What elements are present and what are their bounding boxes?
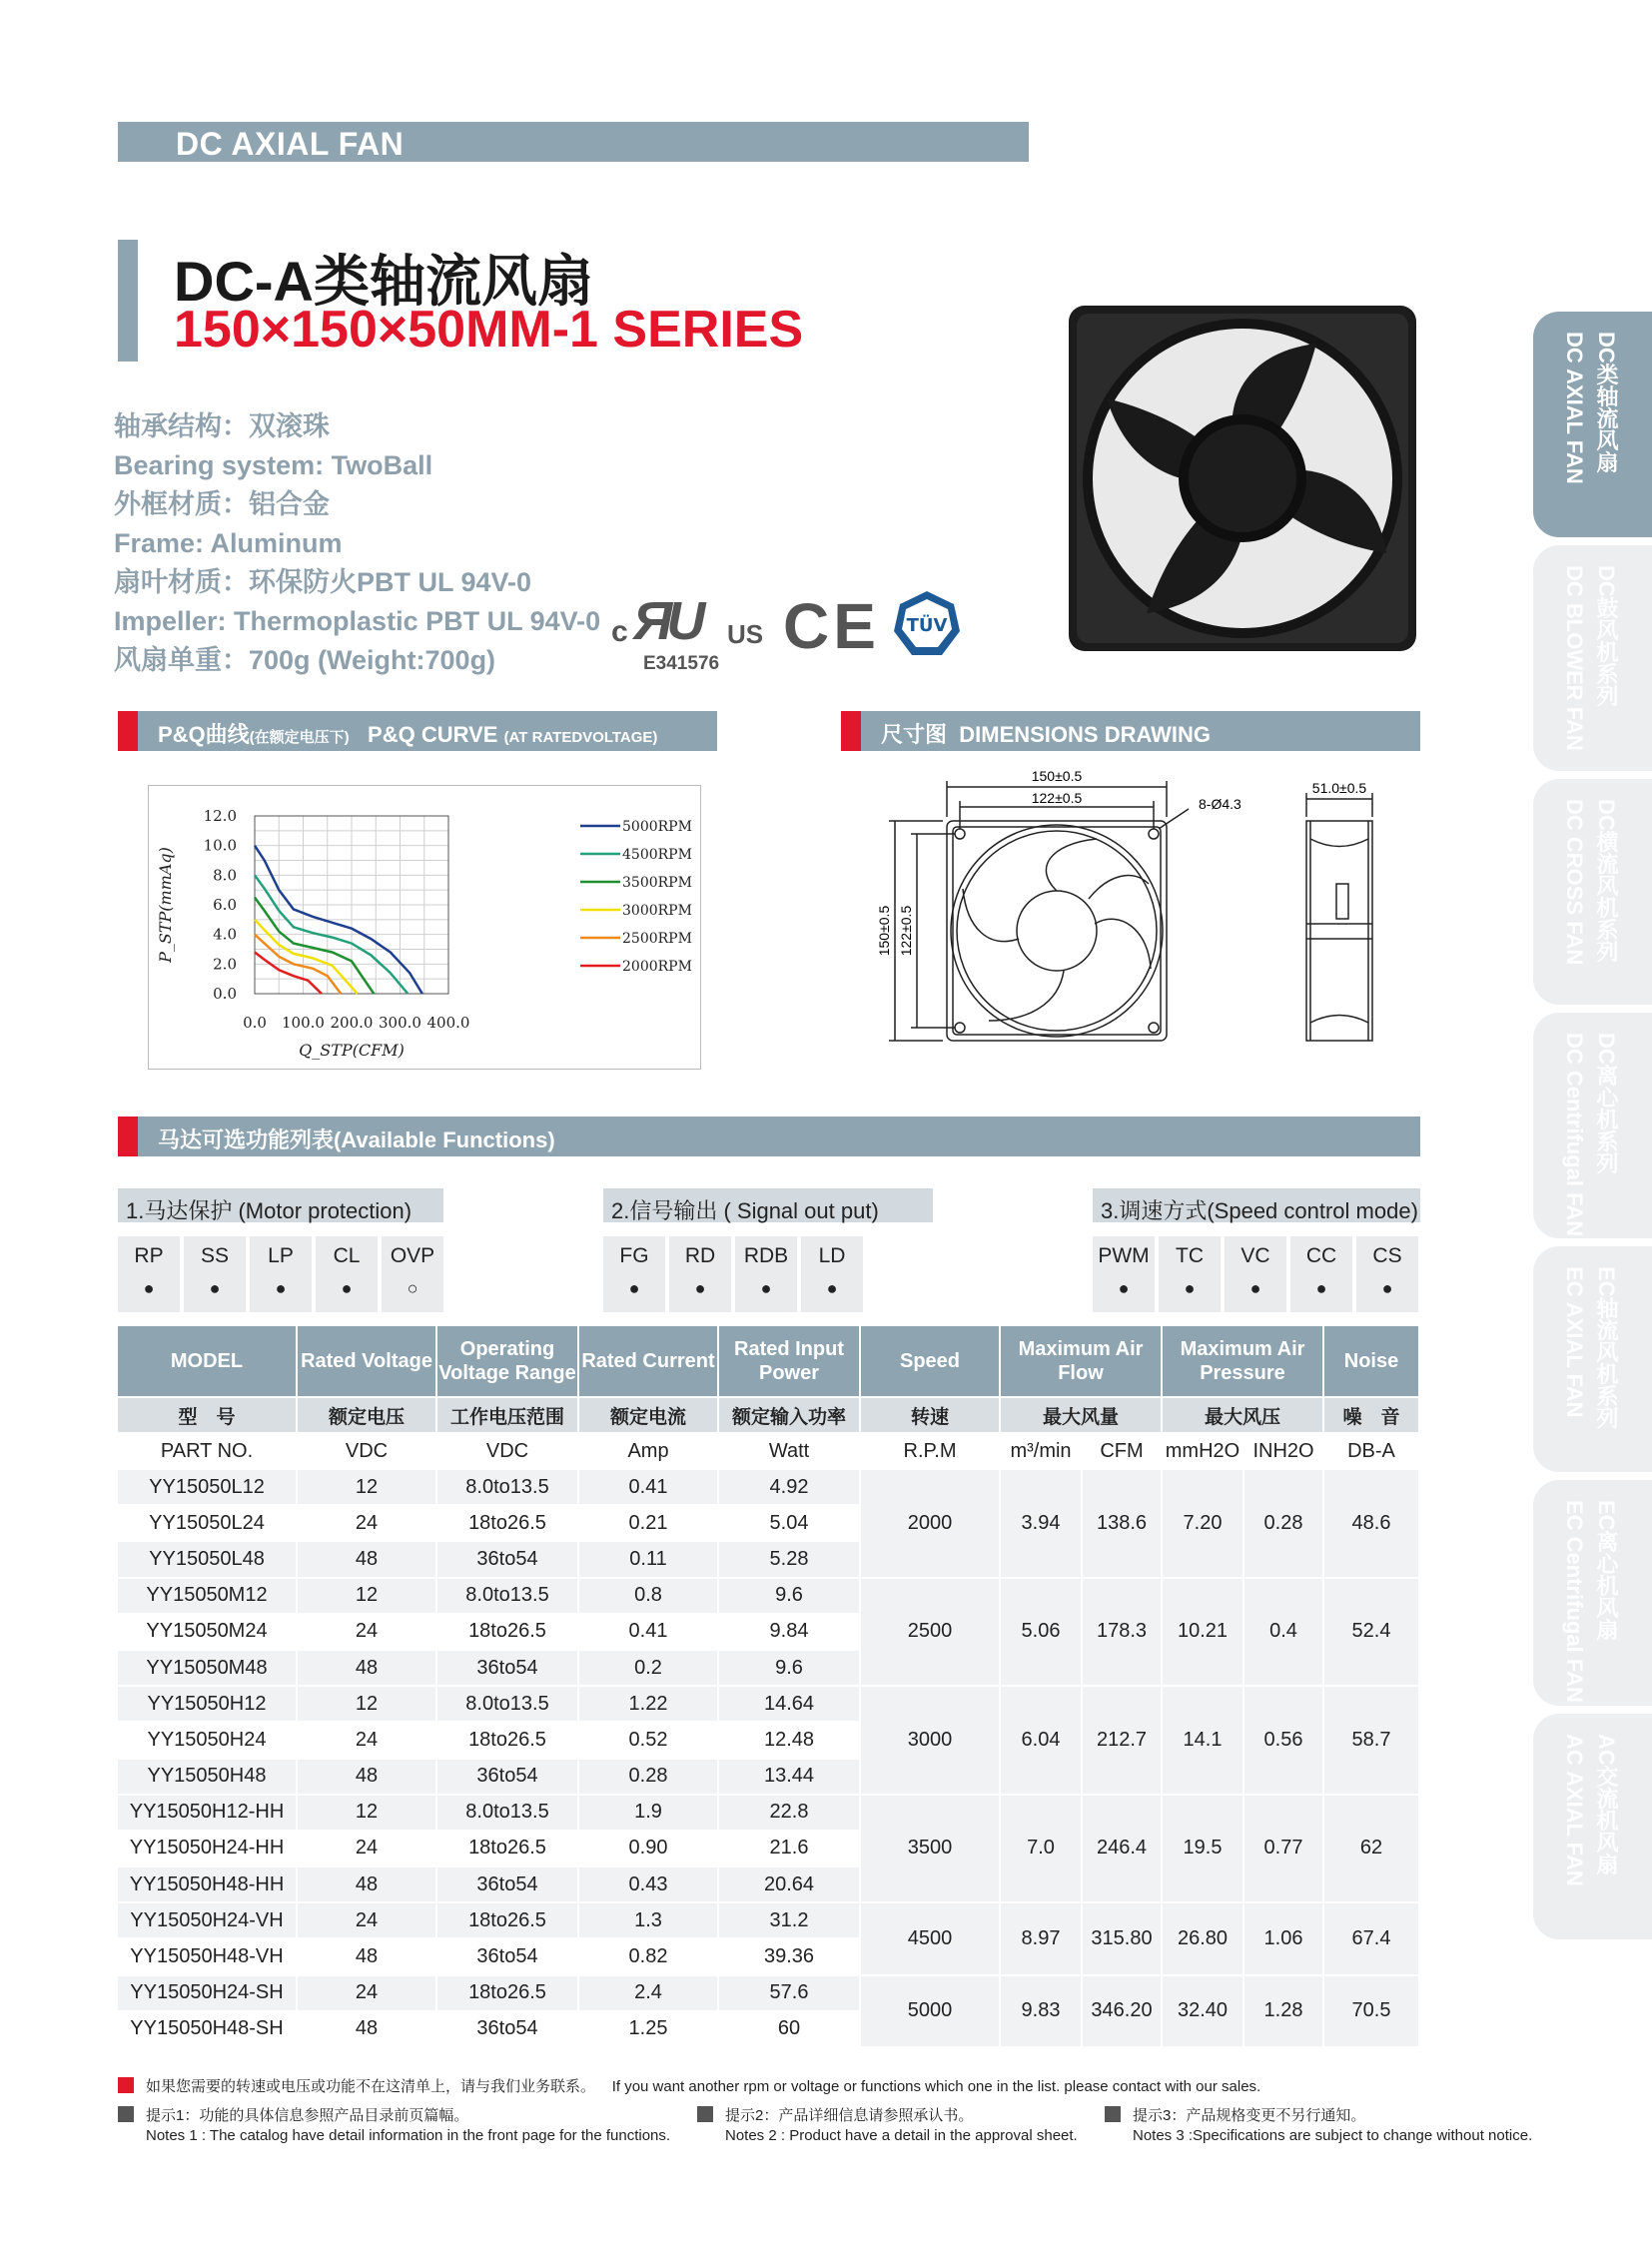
function-tc: TC ● [1159, 1236, 1221, 1312]
table-header-cn-cell: 型 号 [118, 1398, 298, 1434]
table-group-cell-cfm: 178.3 [1083, 1579, 1163, 1688]
pq-chart [149, 786, 702, 1071]
table-cell: 0.28 [579, 1760, 719, 1796]
table-header-cell: Speed [861, 1326, 1001, 1398]
table-cell: 22.8 [719, 1796, 861, 1832]
table-header-cn-row [118, 1398, 1420, 1434]
table-group-cell-m3: 5.06 [1001, 1579, 1083, 1688]
table-cell: YY15050H48-VH [118, 1939, 298, 1975]
table-row [118, 1687, 1420, 1723]
table-group-cell-noise: 48.6 [1324, 1470, 1420, 1579]
table-cell: 0.8 [579, 1579, 719, 1615]
table-cell: 1.3 [579, 1903, 719, 1939]
table-cell: 8.0to13.5 [437, 1796, 579, 1832]
table-cell: 31.2 [719, 1903, 861, 1939]
table-header-cell: Rated Voltage [298, 1326, 437, 1398]
table-cell: 20.64 [719, 1868, 861, 1903]
function-vc: VC ● [1225, 1236, 1286, 1312]
function-pwm: PWM ● [1093, 1236, 1155, 1312]
legend-label: 3500RPM [622, 875, 692, 891]
table-cell: 0.41 [579, 1470, 719, 1506]
table-header-cell: Operating Voltage Range [437, 1326, 579, 1398]
table-cell: 4.92 [719, 1470, 861, 1506]
table-cell: 24 [298, 1506, 437, 1542]
y-tick-label: 10.0 [203, 836, 237, 855]
dim-holes: 8-Ø4.3 [1199, 796, 1241, 812]
legend-label: 2500RPM [622, 931, 692, 947]
table-group-cell-inh2o: 0.77 [1244, 1796, 1324, 1904]
table-cell: 9.84 [719, 1615, 861, 1651]
table-cell: 14.64 [719, 1687, 861, 1723]
pq-curve-header: P&Q曲线(在额定电压下) P&Q CURVE (AT RATEDVOLTAGE) [118, 711, 717, 751]
table-group-cell-mmh2o: 32.40 [1163, 1976, 1244, 2048]
function-ovp: OVP ○ [382, 1236, 443, 1312]
table-header-cn-cell: 额定电流 [579, 1398, 719, 1434]
table-cell: 18to26.5 [437, 1506, 579, 1542]
table-cell: YY15050L48 [118, 1542, 298, 1578]
table-cell: 24 [298, 1903, 437, 1939]
function-rdb: RDB ● [735, 1236, 797, 1312]
table-cell: YY15050H24-VH [118, 1903, 298, 1939]
ul-us-mark: US [727, 619, 764, 649]
table-cell: 8.0to13.5 [437, 1579, 579, 1615]
table-cell: 36to54 [437, 1760, 579, 1796]
table-group-cell-rpm: 3500 [861, 1796, 1001, 1904]
table-header-cn-cell: 额定输入功率 [719, 1398, 861, 1434]
table-unit-cell: VDC [437, 1434, 579, 1470]
table-group-cell-inh2o: 0.28 [1244, 1470, 1324, 1579]
function-ld: LD ● [801, 1236, 863, 1312]
table-cell: 18to26.5 [437, 1976, 579, 2012]
note-2: 提示2：产品详细信息请参照承认书。 Notes 2 : Product have a detail in the approval sheet. [697, 2104, 1078, 2144]
side-tab-dc-axial[interactable]: DC类轴流风扇 DC AXIAL FAN [1533, 312, 1652, 537]
y-tick-label: 4.0 [213, 925, 237, 944]
table-group-cell-noise: 62 [1324, 1796, 1420, 1904]
table-cell: 0.90 [579, 1832, 719, 1868]
table-cell: 1.9 [579, 1796, 719, 1832]
table-group-cell-noise: 58.7 [1324, 1687, 1420, 1796]
y-axis-label: P_STP(mmAq) [156, 847, 175, 963]
table-cell: 48 [298, 1939, 437, 1975]
table-cell: 36to54 [437, 1542, 579, 1578]
dimensions-drawing [859, 759, 1418, 1089]
function-cl: CL ● [316, 1236, 378, 1312]
table-group-cell-mmh2o: 10.21 [1163, 1579, 1244, 1688]
table-group-cell-inh2o: 0.56 [1244, 1687, 1324, 1796]
table-cell: 48 [298, 1651, 437, 1687]
table-cell: YY15050H48-SH [118, 2012, 298, 2048]
table-group-cell-cfm: 138.6 [1083, 1470, 1163, 1579]
table-cell: 57.6 [719, 1976, 861, 2012]
table-cell: YY15050M12 [118, 1579, 298, 1615]
table-cell: 5.04 [719, 1506, 861, 1542]
table-cell: 9.6 [719, 1651, 861, 1687]
function-fg: FG ● [603, 1236, 665, 1312]
table-row [118, 1470, 1420, 1506]
table-units-row [118, 1434, 1420, 1470]
table-cell: 12 [298, 1579, 437, 1615]
x-tick-label: 0.0 [243, 1014, 267, 1032]
table-group-cell-inh2o: 1.06 [1244, 1903, 1324, 1975]
table-cell: YY15050M24 [118, 1615, 298, 1651]
function-cc: CC ● [1290, 1236, 1352, 1312]
table-group-cell-inh2o: 1.28 [1244, 1976, 1324, 2048]
note-1: 提示1：功能的具体信息参照产品目录前页篇幅。 Notes 1 : The catalog have detail information in the front page for the functions. [118, 2104, 670, 2144]
table-header-cell: Rated Current [579, 1326, 719, 1398]
table-header-cn-cell: 最大风压 [1163, 1398, 1324, 1434]
title-cn: DC-A类轴流风扇 [174, 250, 593, 313]
table-cell: 36to54 [437, 1939, 579, 1975]
tuv-text: TÜV [906, 615, 948, 636]
ul-number: E341576 [643, 653, 720, 674]
legend-label: 4500RPM [622, 847, 692, 863]
table-cell: 13.44 [719, 1760, 861, 1796]
table-group-cell-mmh2o: 7.20 [1163, 1470, 1244, 1579]
spec-line: Frame: Aluminum [114, 528, 343, 558]
table-cell: YY15050H48-HH [118, 1868, 298, 1903]
table-unit-cell: INH2O [1244, 1434, 1324, 1470]
table-group-cell-rpm: 2500 [861, 1579, 1001, 1688]
y-tick-label: 2.0 [213, 955, 237, 974]
table-cell: 36to54 [437, 2012, 579, 2048]
table-cell: 24 [298, 1832, 437, 1868]
table-cell: 24 [298, 1723, 437, 1759]
table-header-row [118, 1326, 1420, 1398]
table-header-cn-cell: 噪 音 [1324, 1398, 1420, 1434]
functions-header: 马达可选功能列表(Available Functions) [118, 1117, 1420, 1156]
function-ss: SS ● [184, 1236, 246, 1312]
y-tick-label: 12.0 [203, 807, 237, 825]
table-cell: 2.4 [579, 1976, 719, 2012]
table-cell: 0.11 [579, 1542, 719, 1578]
note-main: 如果您需要的转速或电压或功能不在这清单上，请与我们业务联系。 If you want another rpm or voltage or functions which one in the list. please contact with our sales. [118, 2075, 1260, 2096]
table-unit-cell: m³/min [1001, 1434, 1083, 1470]
table-group-cell-noise: 70.5 [1324, 1976, 1420, 2048]
table-group-cell-m3: 7.0 [1001, 1796, 1083, 1904]
table-cell: YY15050M48 [118, 1651, 298, 1687]
ul-c-mark: c [611, 615, 628, 648]
table-cell: 48 [298, 1868, 437, 1903]
table-cell: YY15050H12 [118, 1687, 298, 1723]
fan-product-photo [1067, 304, 1418, 653]
title-series: 150×150×50MM-1 SERIES [174, 301, 804, 359]
side-tab-dc-blower[interactable]: DC鼓风机系列 DC BLOWER FAN [1533, 545, 1652, 771]
table-unit-cell: Watt [719, 1434, 861, 1470]
table-cell: 39.36 [719, 1939, 861, 1975]
table-group-cell-cfm: 246.4 [1083, 1796, 1163, 1904]
table-unit-cell: Amp [579, 1434, 719, 1470]
spec-table [118, 1326, 1420, 2048]
table-group-cell-inh2o: 0.4 [1244, 1579, 1324, 1688]
table-cell: 0.43 [579, 1868, 719, 1903]
dim-width-inner: 122±0.5 [1031, 790, 1083, 806]
table-cell: 18to26.5 [437, 1615, 579, 1651]
function-rp: RP ● [118, 1236, 180, 1312]
table-cell: 0.2 [579, 1651, 719, 1687]
table-cell: 12 [298, 1470, 437, 1506]
table-group-cell-rpm: 3000 [861, 1687, 1001, 1796]
table-header-cn-cell: 转速 [861, 1398, 1001, 1434]
table-unit-cell: DB-A [1324, 1434, 1420, 1470]
function-group-motor-protection: 1.马达保护 (Motor protection) RP ● SS ● LP ● CL ● OVP ○ [118, 1188, 443, 1312]
table-cell: 18to26.5 [437, 1723, 579, 1759]
table-header-cell: MODEL [118, 1326, 298, 1398]
function-lp: LP ● [250, 1236, 312, 1312]
spec-list [114, 407, 600, 680]
table-cell: 0.52 [579, 1723, 719, 1759]
function-cs: CS ● [1356, 1236, 1418, 1312]
spec-line: 风扇单重：700g (Weight:700g) [114, 645, 496, 675]
table-group-cell-m3: 6.04 [1001, 1687, 1083, 1796]
table-cell: 36to54 [437, 1868, 579, 1903]
spec-line: Bearing system: TwoBall [114, 450, 433, 480]
table-cell: YY15050H24 [118, 1723, 298, 1759]
legend-label: 3000RPM [622, 903, 692, 919]
top-banner [118, 122, 1029, 162]
table-group-cell-m3: 8.97 [1001, 1903, 1083, 1975]
table-group-cell-rpm: 5000 [861, 1976, 1001, 2048]
table-group-cell-mmh2o: 14.1 [1163, 1687, 1244, 1796]
table-cell: 9.6 [719, 1579, 861, 1615]
table-cell: 21.6 [719, 1832, 861, 1868]
spec-line: 扇叶材质：环保防火PBT UL 94V-0 [114, 567, 532, 597]
ul-certification-logo [611, 589, 764, 679]
table-cell: 0.41 [579, 1615, 719, 1651]
y-tick-label: 6.0 [213, 896, 237, 914]
banner-text: DC AXIAL FAN [176, 126, 405, 162]
table-group-cell-mmh2o: 19.5 [1163, 1796, 1244, 1904]
table-group-cell-cfm: 346.20 [1083, 1976, 1163, 2048]
table-header-cell: Noise [1324, 1326, 1420, 1398]
table-cell: 1.22 [579, 1687, 719, 1723]
x-axis-label: Q_STP(CFM) [299, 1041, 405, 1060]
table-cell: 8.0to13.5 [437, 1470, 579, 1506]
legend-label: 5000RPM [622, 819, 692, 835]
table-cell: 48 [298, 1542, 437, 1578]
table-group-cell-m3: 3.94 [1001, 1470, 1083, 1579]
table-cell: 60 [719, 2012, 861, 2048]
table-group-cell-cfm: 315.80 [1083, 1903, 1163, 1975]
table-cell: 18to26.5 [437, 1832, 579, 1868]
table-cell: 12 [298, 1796, 437, 1832]
table-group-cell-cfm: 212.7 [1083, 1687, 1163, 1796]
table-group-cell-mmh2o: 26.80 [1163, 1903, 1244, 1975]
x-tick-label: 200.0 [330, 1014, 374, 1032]
table-header-cell: Maximum Air Pressure [1163, 1326, 1324, 1398]
table-cell: 24 [298, 1976, 437, 2012]
side-tab-ec-centrifugal[interactable]: EC离心机风扇 EC Centrifugal FAN [1533, 1480, 1652, 1706]
side-tab-dc-centrifugal[interactable]: DC离心机系列 DC Centrifugal FAN [1533, 1013, 1652, 1238]
pq-chart-box [148, 785, 701, 1070]
table-cell: YY15050H24-HH [118, 1832, 298, 1868]
dimensions-header: 尺寸图 DIMENSIONS DRAWING [841, 711, 1420, 751]
table-row [118, 1976, 1420, 2012]
y-tick-label: 8.0 [213, 866, 237, 885]
dim-height-outer: 150±0.5 [876, 905, 892, 957]
table-cell: YY15050H24-SH [118, 1976, 298, 2012]
table-unit-cell: PART NO. [118, 1434, 298, 1470]
table-cell: 12 [298, 1687, 437, 1723]
y-tick-label: 0.0 [213, 985, 237, 1003]
table-header-cn-cell: 额定电压 [298, 1398, 437, 1434]
table-cell: 18to26.5 [437, 1903, 579, 1939]
table-row [118, 1796, 1420, 1832]
spec-line: 轴承结构：双滚珠 [114, 411, 330, 441]
ul-r-mark-icon: ЯU [633, 591, 700, 651]
spec-line: 外框材质：铝合金 [114, 489, 330, 519]
table-unit-cell: CFM [1083, 1434, 1163, 1470]
tuv-logo-icon [892, 589, 962, 659]
function-group-speed-control: 3.调速方式(Speed control mode) PWM ● TC ● VC ● CC ● CS ● [1093, 1188, 1420, 1312]
table-group-cell-rpm: 4500 [861, 1903, 1001, 1975]
table-row [118, 1903, 1420, 1939]
note-3: 提示3：产品规格变更不另行通知。 Notes 3 :Specifications are subject to change without notice. [1105, 2104, 1532, 2144]
ce-mark: CE [783, 590, 880, 662]
dim-depth: 51.0±0.5 [1311, 780, 1367, 796]
table-cell: YY15050H12-HH [118, 1796, 298, 1832]
function-group-signal-output: 2.信号输出 ( Signal out put) FG ● RD ● RDB ● LD ● [603, 1188, 933, 1312]
table-unit-cell: VDC [298, 1434, 437, 1470]
table-cell: 48 [298, 1760, 437, 1796]
x-tick-label: 400.0 [426, 1014, 470, 1032]
table-cell: 5.28 [719, 1542, 861, 1578]
dim-width-outer: 150±0.5 [1031, 768, 1083, 784]
x-tick-label: 100.0 [282, 1014, 325, 1032]
table-cell: 12.48 [719, 1723, 861, 1759]
table-cell: 0.21 [579, 1506, 719, 1542]
table-cell: 36to54 [437, 1651, 579, 1687]
legend-label: 2000RPM [622, 959, 692, 975]
table-cell: YY15050H48 [118, 1760, 298, 1796]
table-cell: 48 [298, 2012, 437, 2048]
table-cell: 0.82 [579, 1939, 719, 1975]
table-cell: YY15050L12 [118, 1470, 298, 1506]
table-cell: 1.25 [579, 2012, 719, 2048]
side-tab-ec-axial[interactable]: EC轴流风机系列 EC AXIAL FAN [1533, 1246, 1652, 1472]
table-cell: YY15050L24 [118, 1506, 298, 1542]
spec-line: Impeller: Thermoplastic PBT UL 94V-0 [114, 606, 601, 636]
table-group-cell-noise: 52.4 [1324, 1579, 1420, 1688]
table-group-cell-rpm: 2000 [861, 1470, 1001, 1579]
side-tab-ac-axial[interactable]: AC交流机风扇 AC AXIAL FAN [1533, 1714, 1652, 1939]
table-unit-cell: mmH2O [1163, 1434, 1244, 1470]
table-header-cn-cell: 最大风量 [1001, 1398, 1163, 1434]
table-header-cn-cell: 工作电压范围 [437, 1398, 579, 1434]
table-header-cell: Rated Input Power [719, 1326, 861, 1398]
table-unit-cell: R.P.M [861, 1434, 1001, 1470]
table-cell: 24 [298, 1615, 437, 1651]
x-tick-label: 300.0 [379, 1014, 421, 1032]
table-group-cell-noise: 67.4 [1324, 1903, 1420, 1975]
function-rd: RD ● [669, 1236, 731, 1312]
table-header-cell: Maximum Air Flow [1001, 1326, 1163, 1398]
table-row [118, 1579, 1420, 1615]
dim-height-inner: 122±0.5 [898, 905, 914, 957]
title-accent-bar [118, 240, 138, 362]
side-tab-dc-cross[interactable]: DC横流风机系列 DC CROSS FAN [1533, 779, 1652, 1005]
side-category-tabs [1533, 312, 1652, 1947]
table-group-cell-m3: 9.83 [1001, 1976, 1083, 2048]
table-cell: 8.0to13.5 [437, 1687, 579, 1723]
